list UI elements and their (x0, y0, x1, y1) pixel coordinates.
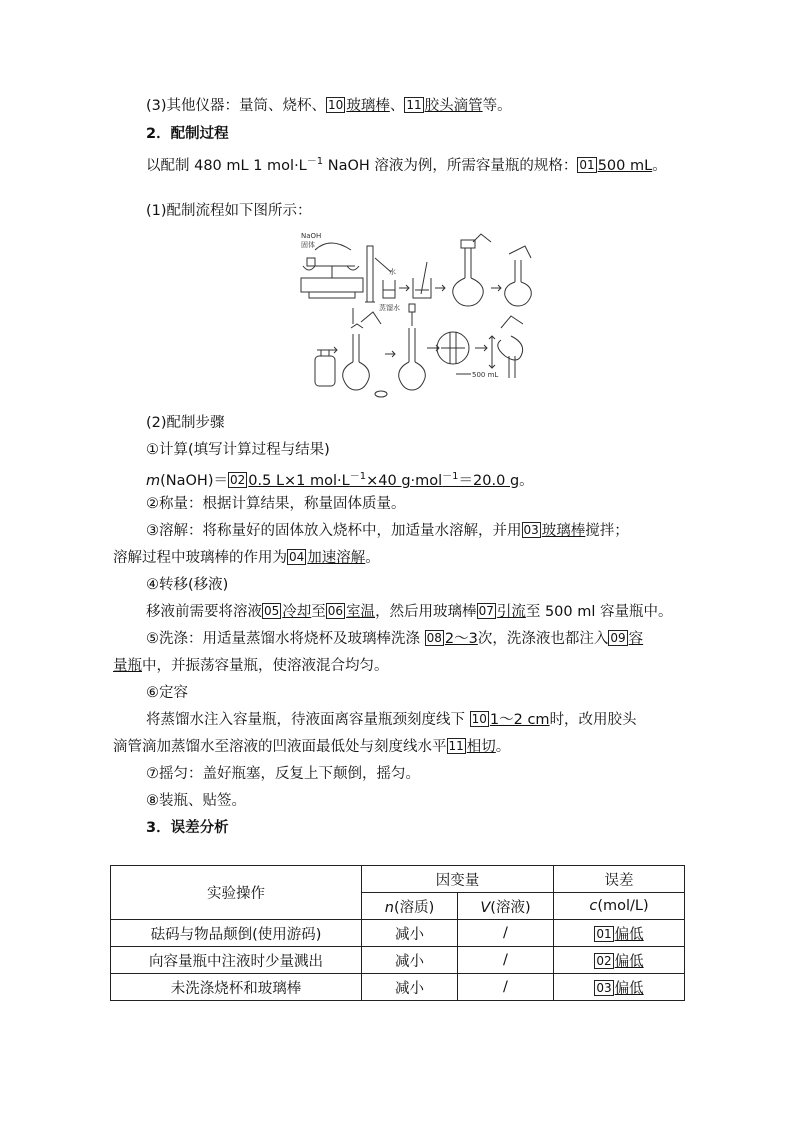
row-v: / (458, 947, 554, 974)
step-8: ⑧装瓶、贴签。 (146, 793, 246, 809)
blank-number: 02 (596, 953, 612, 968)
blank-number: 08 (426, 631, 442, 645)
step-1: ①计算(填写计算过程与结果) (146, 442, 330, 458)
steps-title: (2)配制步骤 (146, 415, 225, 431)
balance-base-icon (301, 278, 363, 292)
answer-blank: 玻璃棒 (346, 98, 390, 114)
header-c: c(mol/L) (554, 893, 685, 920)
blank-number: 11 (448, 739, 464, 753)
preparation-process-figure (295, 228, 540, 400)
blank-number: 10 (471, 712, 487, 726)
error-analysis-table (110, 865, 685, 1001)
answer-blank: 胶头滴管 (424, 98, 483, 114)
answer-blank: 偏低 (614, 953, 644, 970)
blank-number: 03 (523, 523, 539, 537)
water-label: 水 (389, 268, 396, 276)
row-n: 减小 (362, 920, 458, 947)
step-3: ③溶解：将称量好的固体放入烧杯中，加适量水溶解，并用 03 玻璃棒搅拌； (146, 523, 629, 539)
calc-line: m(NaOH)＝ 02 0.5 L×1 $mol\cdot L^{-1}\times 40$ g·mol$^{-1}$＝20.0 g。 (146, 471, 534, 489)
answer-blank: 偏低 (614, 980, 644, 997)
intro-line: 以配制 480 mL 1 $mol\cdot L^{-1}$ NaOH 溶液为例，所需容量瓶的规格： 01 500 mL。 (146, 156, 667, 174)
answer-blank: 500 mL (597, 158, 653, 174)
500ml-label: 500 mL (472, 371, 499, 379)
step-4: ④转移(移液) (146, 577, 229, 593)
answer-blank: 相切 (466, 739, 496, 755)
blank-number: 10 (328, 98, 344, 112)
answer-blank: 容 (628, 631, 644, 647)
step-3-cont: 溶解过程中玻璃棒的作用为 04 加速溶解。 (113, 550, 380, 566)
header-n: n(溶质) (362, 893, 458, 920)
blank-number: 02 (230, 473, 246, 487)
answer-blank: 室温 (346, 604, 376, 620)
row-operation: 未洗涤烧杯和玻璃棒 (111, 974, 362, 1001)
table-row (111, 974, 685, 1001)
answer-blank: 加速溶解 (307, 550, 366, 566)
row-operation: 砝码与物品颠倒(使用游码) (111, 920, 362, 947)
blank-number: 09 (610, 631, 626, 645)
distilled-water-label: 蒸馏水 (379, 304, 400, 312)
answer-blank: 玻璃棒 (541, 523, 586, 539)
header-operation: 实验操作 (111, 866, 362, 920)
section-heading-3: 3．误差分析 (146, 820, 229, 836)
header-error: 误差 (554, 866, 685, 893)
step-5: ⑤洗涤：用适量蒸馏水将烧杯及玻璃棒洗涤 08 2～3次，洗涤液也都注入 09 容 (146, 631, 644, 647)
row-v: / (458, 920, 554, 947)
row-error (554, 974, 685, 1001)
blank-number: 04 (289, 550, 305, 564)
row-n: 减小 (362, 974, 458, 1001)
row-v: / (458, 974, 554, 1001)
blank-number: 07 (478, 604, 494, 618)
step-6-detail: 将蒸馏水注入容量瓶，待液面离容量瓶颈刻度线下 10 1～2 cm时，改用胶头 (146, 712, 637, 728)
answer-blank: 2～3 (444, 631, 478, 647)
step-6: ⑥定容 (146, 685, 188, 701)
blank-number: 01 (579, 158, 595, 172)
section-heading-2: 2．配制过程 (146, 126, 229, 142)
blank-number: 01 (596, 926, 612, 941)
table-row (111, 920, 685, 947)
naoh-label: NaOH (301, 232, 322, 240)
step-2: ②称量：根据计算结果，称量固体质量。 (146, 496, 406, 512)
step-6-cont: 滴管滴加蒸馏水至溶液的凹液面最低处与刻度线水平 11 相切。 (113, 739, 511, 755)
solid-label: 固体 (301, 241, 315, 249)
header-v: V(溶液) (458, 893, 554, 920)
step-4-detail: 移液前需要将溶液 05 冷却至 06 室温，然后用玻璃棒 07 引流至 500 ml 容量瓶中。 (146, 604, 673, 620)
step-5-cont: 量瓶中，并振荡容量瓶，使溶液混合均匀。 (113, 658, 389, 674)
answer-blank: 0.5 L×1 $mol\cdot L^{-1}\times 40$ g·mol$^{-1}$＝20.0 g (248, 471, 520, 489)
blank-number: 11 (406, 98, 422, 112)
other-instruments-line: (3)其他仪器：量筒、烧杯、 10 玻璃棒、 11 胶头滴管等。 (146, 98, 512, 114)
answer-blank: 偏低 (614, 926, 644, 943)
blank-number: 05 (264, 604, 280, 618)
step-7: ⑦摇匀：盖好瓶塞，反复上下颠倒，摇匀。 (146, 766, 420, 782)
answer-blank: 1～2 cm (489, 712, 550, 728)
flow-title: (1)配制流程如下图所示： (146, 203, 312, 219)
row-n: 减小 (362, 947, 458, 974)
header-variable: 因变量 (362, 866, 554, 893)
row-operation: 向容量瓶中注液时少量溅出 (111, 947, 362, 974)
table-row (111, 947, 685, 974)
answer-blank: 冷却 (282, 604, 312, 620)
blank-number: 06 (327, 604, 344, 618)
answer-blank: 引流 (496, 604, 526, 620)
row-error (554, 947, 685, 974)
row-error (554, 920, 685, 947)
blank-number: 03 (596, 980, 612, 995)
answer-blank: 量瓶 (113, 658, 142, 674)
